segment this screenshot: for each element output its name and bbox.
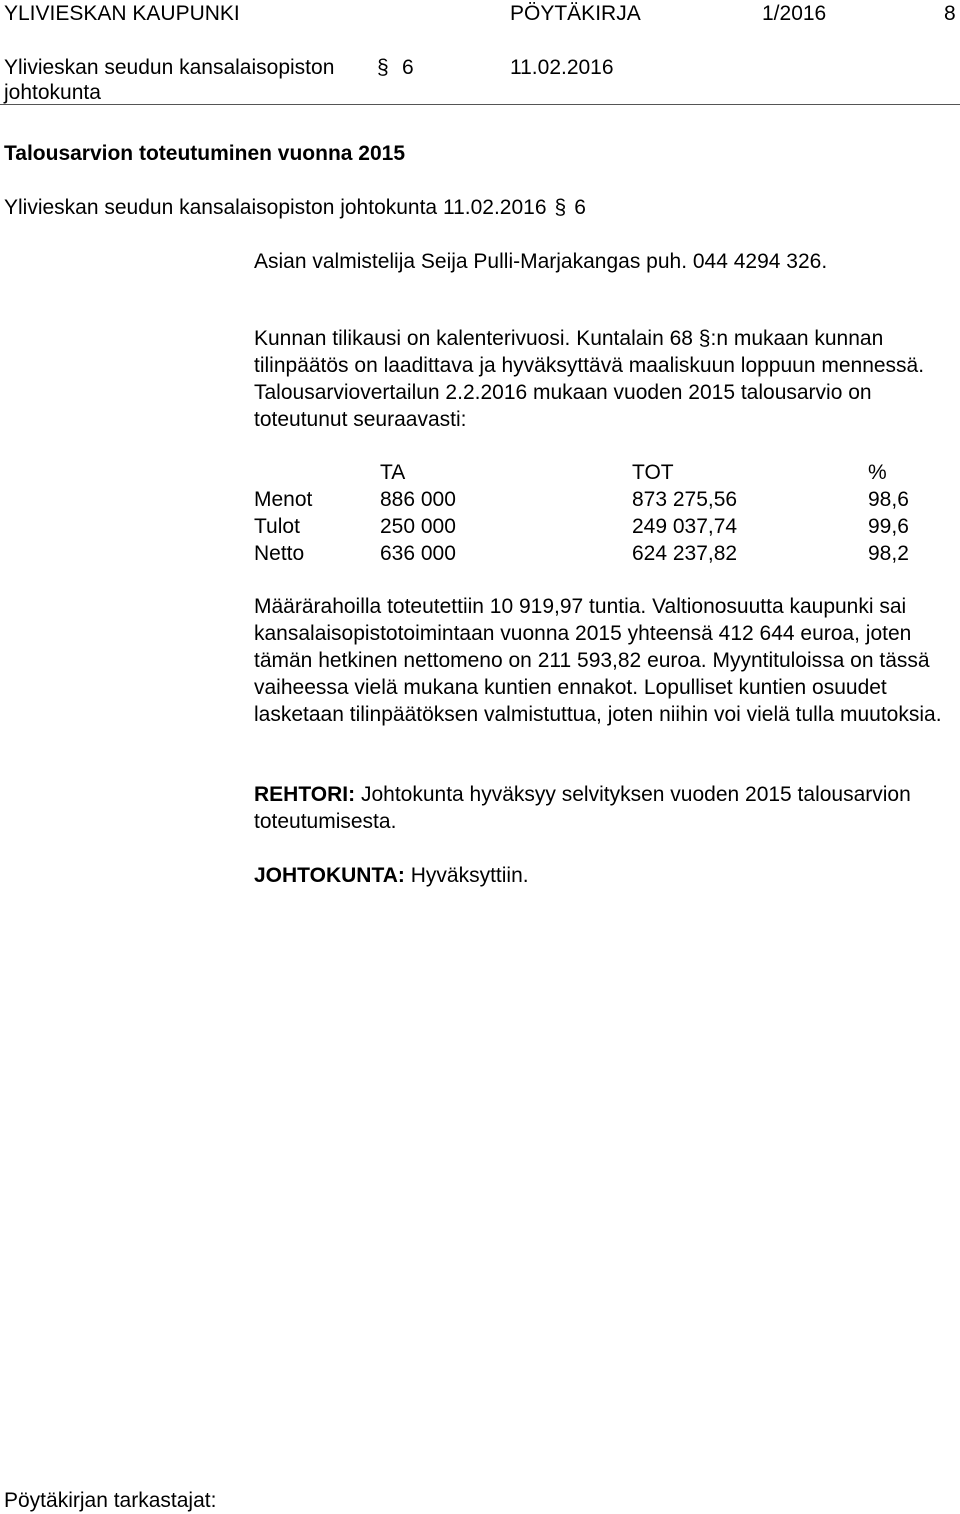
table-cell: 250 000: [380, 515, 456, 538]
header-section-number: 6: [402, 56, 414, 79]
section-sign: §: [554, 196, 567, 219]
table-header-row: [254, 459, 954, 486]
meeting-reference-section-number: 6: [574, 196, 586, 219]
table-cell: 636 000: [380, 542, 456, 565]
proposal: [254, 781, 954, 835]
header-divider: [0, 104, 960, 105]
table-cell: Tulot: [254, 515, 300, 538]
page-title: Talousarvion toteutuminen vuonna 2015: [4, 142, 406, 165]
meeting-reference: [4, 194, 586, 221]
paragraph-text-start: Kunnan tilikausi on kalenterivuosi. Kuntalain 68: [254, 327, 693, 350]
table-row: [254, 540, 954, 567]
table-cell: Netto: [254, 542, 305, 565]
table-cell: 873 275,56: [632, 488, 738, 511]
table-header-cell: %: [868, 461, 887, 484]
fiscal-year-paragraph: [254, 325, 954, 433]
table-header-cell: TA: [380, 461, 406, 484]
header-body-line1: Ylivieskan seudun kansalaisopiston: [4, 56, 335, 79]
table-row: [254, 486, 954, 513]
proposal-label: REHTORI:: [254, 783, 356, 806]
paragraph-text-end: :n mukaan kunnan tilinpäätös on laadittava ja hyväksyttävä maaliskuun loppuun mennessä. Talousarviovertailun 2.2.2016 mukaan vuoden 2015 talousarvio on toteutunut seuraavasti:: [254, 327, 925, 431]
header-date: 11.02.2016: [510, 56, 614, 79]
table-cell: Menot: [254, 488, 313, 511]
table-cell: 98,2: [868, 542, 909, 565]
section-sign: §: [377, 56, 389, 79]
section-sign: §: [698, 327, 711, 350]
appropriations-paragraph: Määrärahoilla toteutettiin 10 919,97 tuntia. Valtionosuutta kaupunki sai kansalaisopistotoimintaan vuonna 2015 yhteensä 412 644 euroa, joten tämän hetkinen nettomeno on 211 593,82 euroa. Myyntituloissa on tässä vaiheessa vielä mukana kuntien ennakot. Lopulliset kuntien osuudet lasketaan tilinpäätöksen valmistuttua, joten niihin voi vielä tulla muutoksia.: [254, 595, 942, 726]
header-doc-number: 1/2016: [762, 2, 827, 25]
decision-text: Hyväksyttiin.: [410, 864, 529, 887]
table-header-cell: TOT: [632, 461, 674, 484]
decision-label: JOHTOKUNTA:: [254, 864, 405, 887]
table-cell: 99,6: [868, 515, 909, 538]
table-cell: 886 000: [380, 488, 456, 511]
header-org: YLIVIESKAN KAUPUNKI: [4, 2, 240, 25]
footer-reviewers: Pöytäkirjan tarkastajat:: [4, 1489, 217, 1512]
meeting-reference-text: Ylivieskan seudun kansalaisopiston johtokunta 11.02.2016: [4, 196, 547, 219]
table-cell: 624 237,82: [632, 542, 738, 565]
table-cell: 98,6: [868, 488, 909, 511]
header-body-line2: johtokunta: [4, 81, 101, 104]
table-cell: 249 037,74: [632, 515, 738, 538]
header-doc-type: PÖYTÄKIRJA: [510, 2, 641, 25]
proposal-text: Johtokunta hyväksyy selvityksen vuoden 2015 talousarvion toteutumisesta.: [254, 783, 911, 833]
decision: [254, 862, 954, 889]
header-page-number: 8: [944, 2, 956, 25]
preparer-line: Asian valmistelija Seija Pulli-Marjakangas puh. 044 4294 326.: [254, 250, 828, 273]
table-row: [254, 513, 954, 540]
